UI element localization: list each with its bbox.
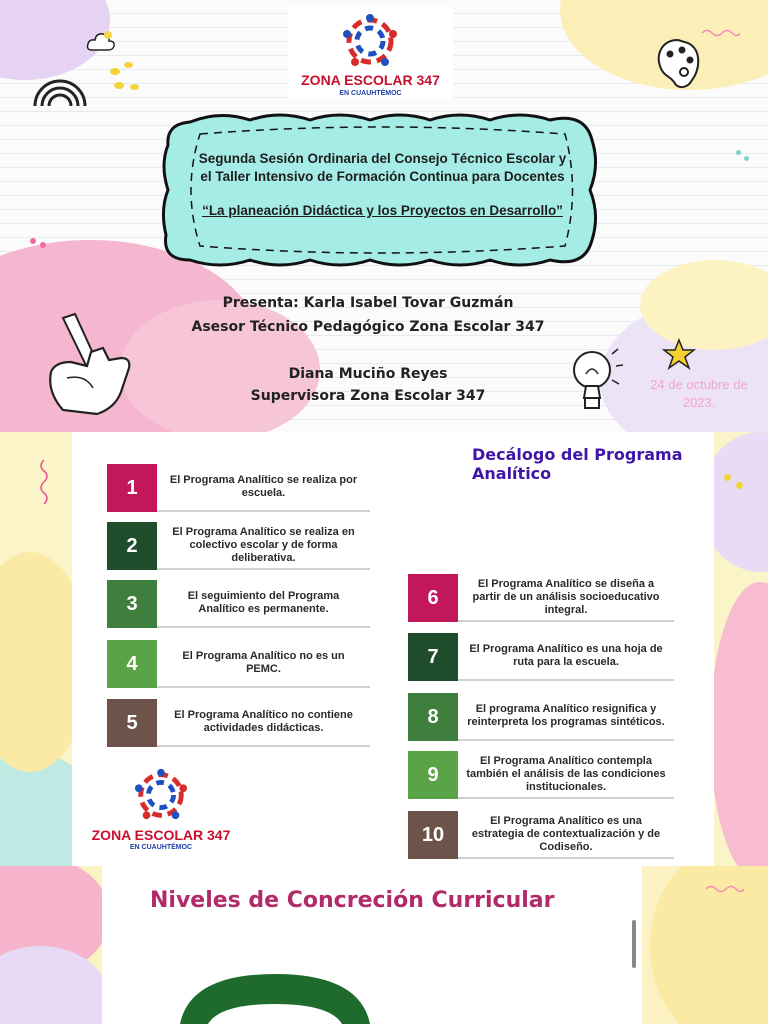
confetti-icon: [40, 242, 46, 248]
decalogue-item: [107, 699, 370, 747]
confetti-icon: [30, 238, 36, 244]
item-text: El Programa Analítico se realiza en colectivo escolar y de forma deliberativa.: [157, 522, 370, 570]
date-line1: 24 de octubre de: [650, 377, 748, 392]
logo-name: ZONA ESCOLAR 347: [91, 827, 231, 843]
decalogue-title: Decálogo del Programa Analítico: [472, 445, 683, 483]
cover-slide: [0, 0, 768, 432]
confetti-icon: [744, 156, 749, 161]
supervisor-role: Supervisora Zona Escolar 347: [250, 388, 486, 404]
item-number: 3: [107, 580, 157, 628]
scrollbar-thumb[interactable]: [632, 920, 636, 968]
item-text: El seguimiento del Programa Analítico es permanente.: [157, 580, 370, 628]
squiggle-icon: [704, 884, 744, 894]
cloud-icon: [86, 30, 116, 54]
confetti-icon: [736, 482, 743, 489]
logo-name: ZONA ESCOLAR 347: [301, 72, 440, 88]
decalogue-slide: [0, 432, 768, 866]
item-text: El Programa Analítico se realiza por escuela.: [157, 464, 370, 512]
item-number: 2: [107, 522, 157, 570]
confetti-icon: [724, 474, 731, 481]
palette-icon: [654, 36, 704, 92]
session-date: [636, 376, 762, 412]
item-text: El Programa Analítico es una estrategia de contextualización y de Codiseño.: [458, 811, 674, 859]
logo-emblem-icon: [131, 767, 191, 823]
item-text: El Programa Analítico contempla también el análisis de las condiciones institucionales.: [458, 751, 674, 799]
logo-subtitle: EN CUAUHTÉMOC: [339, 90, 402, 97]
school-zone-logo: [288, 6, 453, 98]
presenter-role: Asesor Técnico Pedagógico Zona Escolar 347: [191, 319, 545, 335]
school-zone-logo-small: [86, 767, 236, 857]
levels-title: Niveles de Concreción Curricular: [150, 888, 555, 913]
title-banner: [160, 110, 600, 270]
supervisor-name: Diana Muciño Reyes: [288, 366, 448, 382]
decalogue-item: [107, 640, 370, 688]
decalogue-item: [107, 464, 370, 512]
decalogue-item: [408, 751, 674, 799]
decalogue-item: [107, 522, 370, 570]
session-title-line2: el Taller Intensivo de Formación Continua para Docentes: [200, 169, 565, 184]
item-number: 10: [408, 811, 458, 859]
decalogue-item: [408, 693, 674, 741]
item-number: 1: [107, 464, 157, 512]
item-number: 5: [107, 699, 157, 747]
item-text: El Programa Analítico no es un PEMC.: [157, 640, 370, 688]
session-title: [175, 150, 590, 186]
item-number: 8: [408, 693, 458, 741]
squiggle-icon: [700, 28, 740, 38]
logo-emblem-icon: [339, 12, 401, 70]
decalogue-item: [107, 580, 370, 628]
rainbow-icon: [30, 62, 90, 108]
item-number: 4: [107, 640, 157, 688]
squiggle-icon: [38, 460, 50, 504]
item-text: El Programa Analítico no contiene actividades didácticas.: [157, 699, 370, 747]
confetti-icon: [736, 150, 741, 155]
item-text: El Programa Analítico es una hoja de ruta para la escuela.: [458, 633, 674, 681]
decalogue-item: [408, 811, 674, 859]
item-text: El Programa Analítico se diseña a partir de un análisis socioeducativo integral.: [458, 574, 674, 622]
pink-blob: [710, 582, 768, 866]
decalogue-item: [408, 633, 674, 681]
item-number: 9: [408, 751, 458, 799]
presenter-name: Presenta: Karla Isabel Tovar Guzmán: [222, 295, 514, 311]
date-line2: 2023.: [682, 395, 716, 410]
levels-card: [102, 866, 642, 1024]
item-text: El programa Analítico resignifica y reinterpreta los programas sintéticos.: [458, 693, 674, 741]
decalogue-item: [408, 574, 674, 622]
green-arc-shape: [180, 970, 370, 1024]
item-number: 6: [408, 574, 458, 622]
session-quote: “La planeación Didáctica y los Proyectos en Desarrollo”: [202, 203, 563, 218]
item-number: 7: [408, 633, 458, 681]
logo-subtitle: EN CUAUHTÉMOC: [129, 844, 193, 851]
lavender-blob: [0, 946, 110, 1024]
decalogue-card: [72, 432, 714, 866]
session-title-line1: Segunda Sesión Ordinaria del Consejo Técnico Escolar y: [198, 151, 567, 166]
levels-slide: [0, 866, 768, 1024]
